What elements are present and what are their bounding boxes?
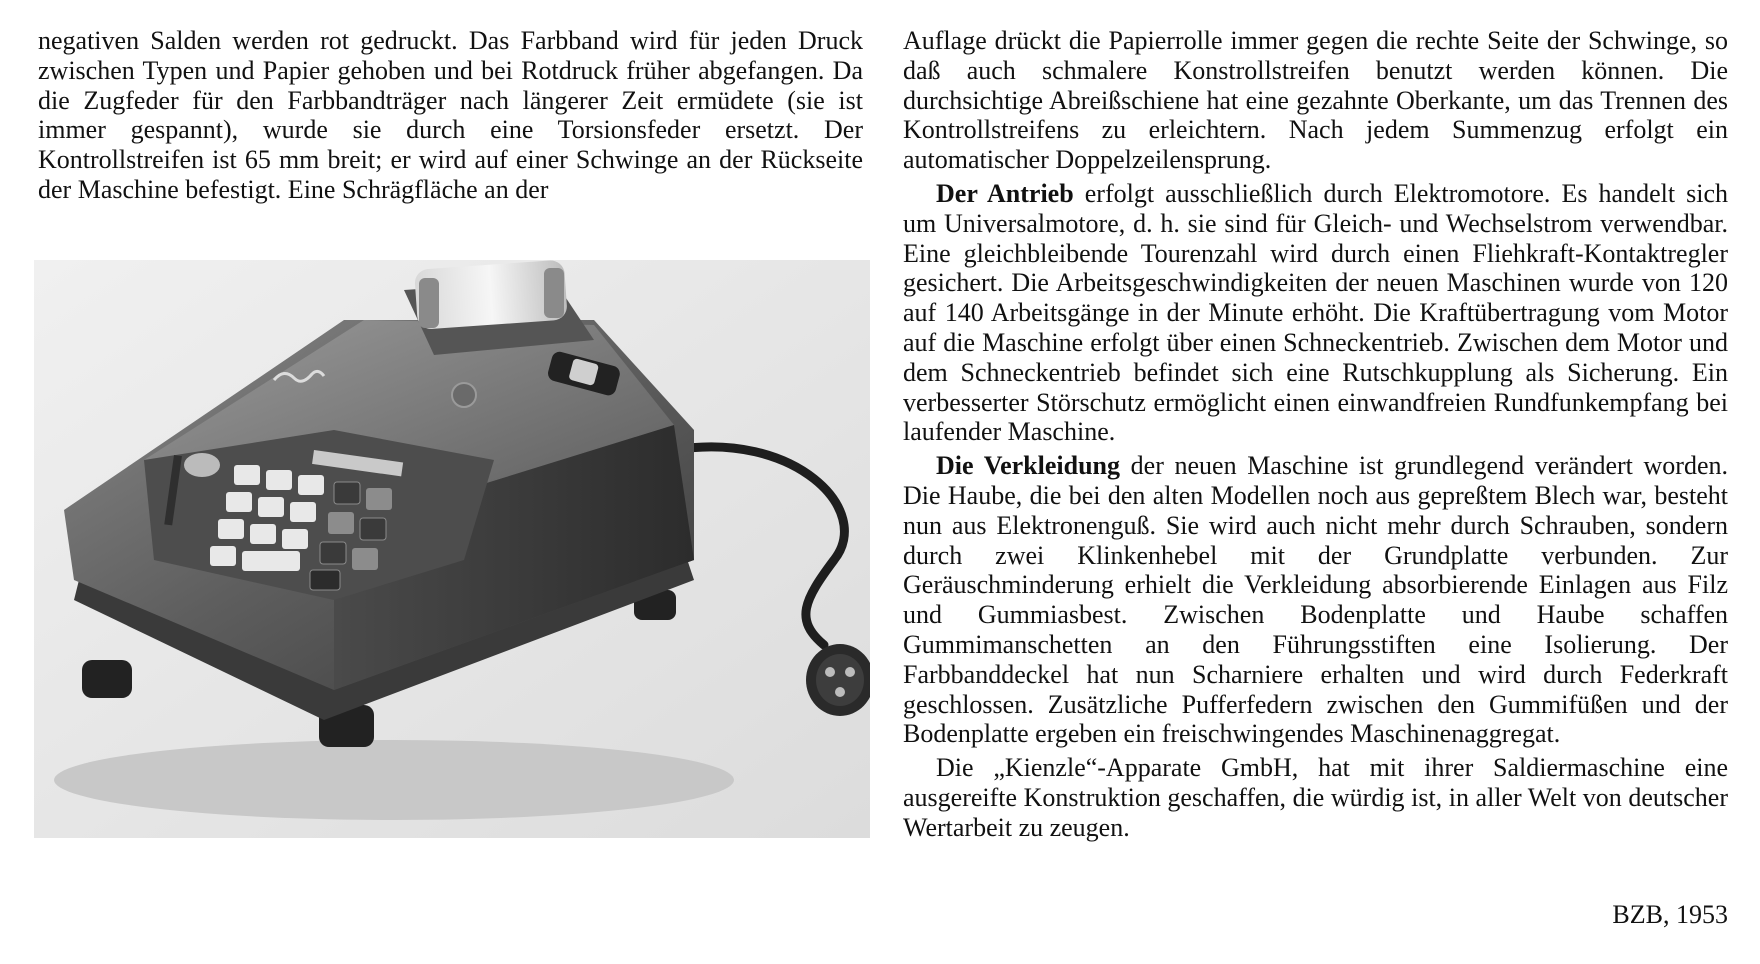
adding-machine-photo — [34, 260, 870, 838]
paragraph-2-text: erfolgt ausschließlich durch Elektromotore. Es handelt sich um Universalmotore, d. h. sie sind für Gleich- und Wechselstrom verwendbar. Eine gleichbleibende Tourenzahl wird durch einen Fliehkraft-Kontaktregler gesichert. Die Arbeitsgeschwindigkeiten der neuen Maschinen wurde von 120 auf 140 Arbeitsgänge in der Minute erhöht. Die Kraftübertragung vom Motor auf die Maschine erfolgt über einen Schneckentrieb. Zwischen dem Motor und dem Schneckentrieb befindet sich eine Rutschkupplung als Sicherung. Ein verbesserter Störschutz ermöglicht einen einwandfreien Rundfunkempfang bei laufender Maschine. — [903, 178, 1728, 447]
right-paragraph-1: Auflage drückt die Papierrolle immer gegen die rechte Seite der Schwinge, so daß auch schmalere Konstrollstreifen benutzt werden können. Die durchsichtige Abreißschiene hat eine gezahnte Oberkante, um das Trennen des Kontrollstreifens zu erleichtern. Nach jedem Summenzug erfolgt ein automatischer Doppelzeilensprung. — [903, 26, 1728, 175]
source-citation: BZB, 1953 — [1612, 900, 1728, 929]
right-paragraph-4: Die „Kienzle“-Apparate GmbH, hat mit ihrer Saldiermaschine eine ausgereifte Konstruktion geschaffen, die würdig ist, in aller Welt von deutscher Wertarbeit zu zeugen. — [903, 753, 1728, 842]
section-heading-verkleidung: Die Verkleidung — [936, 451, 1121, 481]
left-column — [38, 26, 863, 205]
paragraph-3-text: der neuen Maschine ist grundlegend verändert worden. Die Haube, die bei den alten Modellen noch aus gepreßtem Blech war, besteht nun aus Elektronenguß. Sie wird auch nicht mehr durch Schrauben, sondern durch zwei Klinkenhebel mit der Grundplatte verbunden. Zur Geräuschminderung erhielt die Verkleidung absorbierende Einlagen aus Filz und Gummiasbest. Zwischen Bodenplatte und Haube schaffen Gummimanschetten an den Führungsstiften eine Isolierung. Der Farbbanddeckel hat nun Scharniere erhalten und wird durch Federkraft geschlossen. Zusätzliche Pufferfedern zwischen den Gummifüßen und der Bodenplatte ergeben ein freischwingendes Maschinenaggregat. — [903, 451, 1728, 749]
section-heading-antrieb: Der Antrieb — [936, 178, 1074, 208]
right-column — [903, 26, 1728, 843]
right-paragraph-3 — [903, 451, 1728, 749]
left-paragraph: negativen Salden werden rot gedruckt. Das Farbband wird für jeden Druck zwischen Typen und Papier gehoben und bei Rotdruck früher abgefangen. Da die Zugfeder für den Farbbandträger nach längerer Zeit ermüdete (sie ist immer gespannt), wurde sie durch eine Torsionsfeder ersetzt. Der Kontrollstreifen ist 65 mm breit; er wird auf einer Schwinge an der Rückseite der Maschine befestigt. Eine Schrägfläche an der — [38, 26, 863, 204]
adding-machine-illustration — [34, 260, 870, 838]
right-paragraph-2 — [903, 179, 1728, 447]
